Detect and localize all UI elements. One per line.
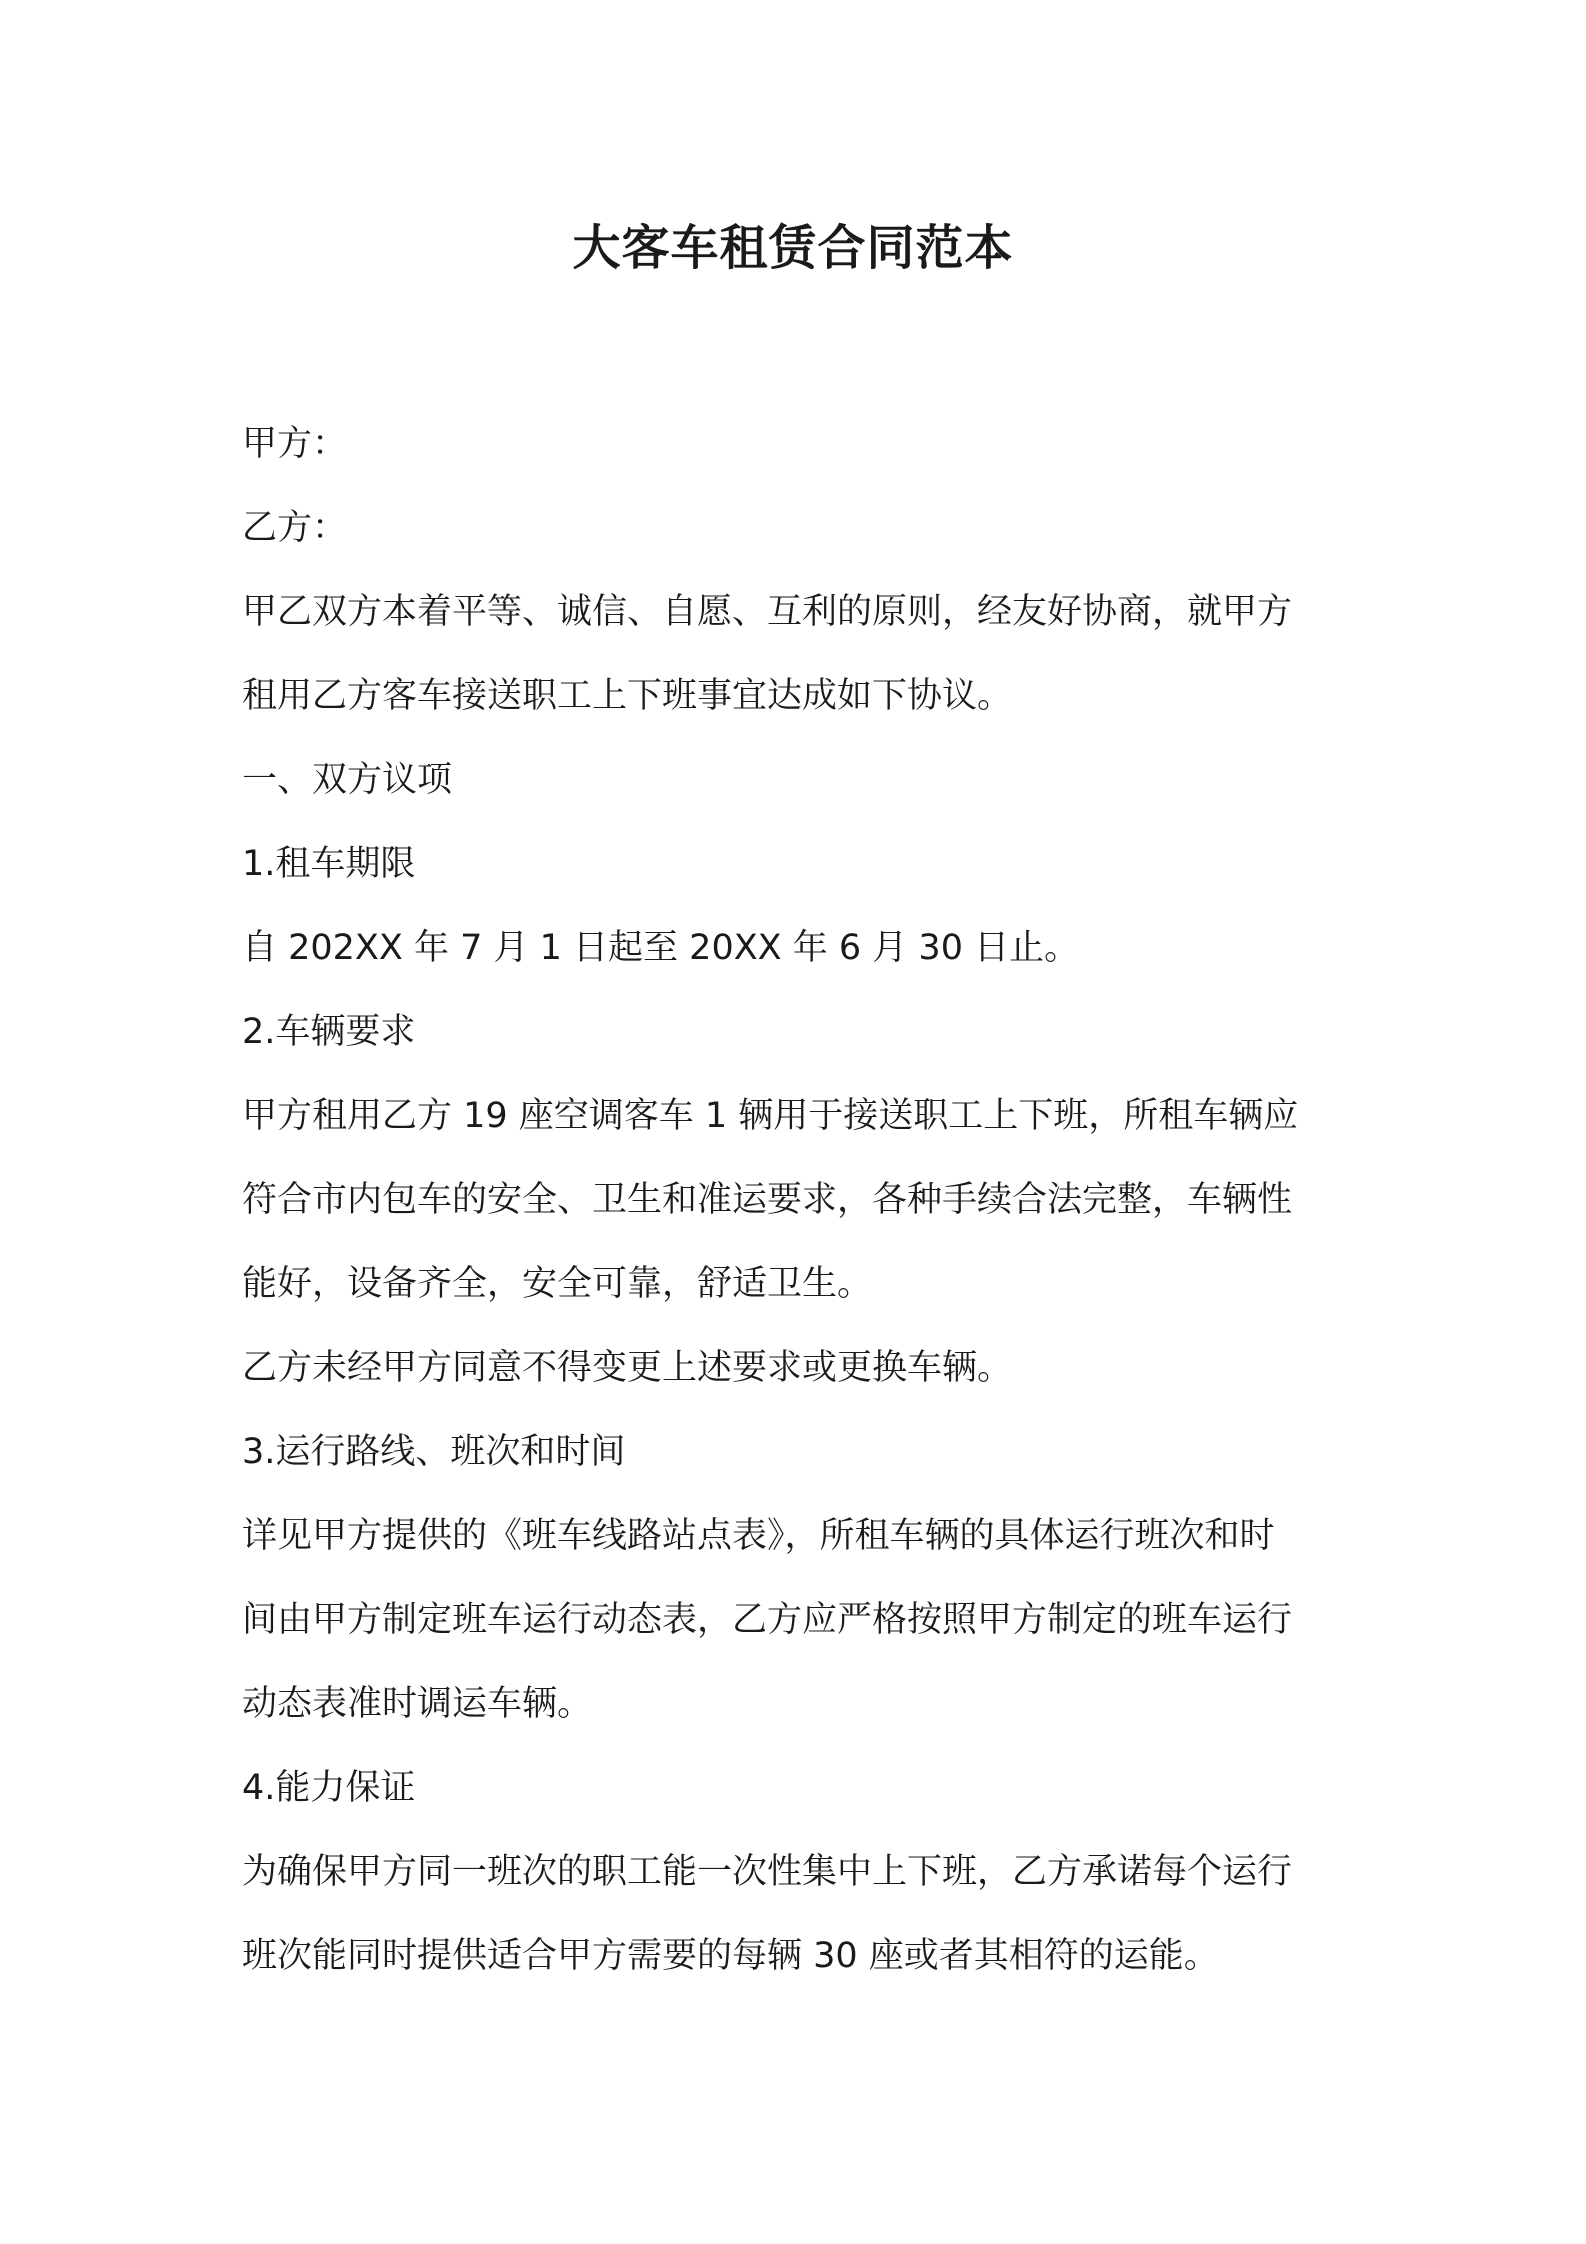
clause-text-route-3: 动态表准时调运车辆。 bbox=[242, 1684, 593, 1724]
clause-text-vehicle-3: 能好，设备齐全，安全可靠，舒适卫生。 bbox=[242, 1264, 873, 1304]
clause-heading-term: 1.租车期限 bbox=[242, 844, 416, 884]
intro-line-1: 甲乙双方本着平等、诚信、自愿、互利的原则，经友好协商，就甲方 bbox=[242, 592, 1293, 632]
document-body bbox=[242, 402, 1352, 1998]
party-a-line: 甲方： bbox=[242, 424, 348, 464]
clause-text-vehicle-4: 乙方未经甲方同意不得变更上述要求或更换车辆。 bbox=[242, 1348, 1013, 1388]
intro-line-2: 租用乙方客车接送职工上下班事宜达成如下协议。 bbox=[242, 676, 1013, 716]
clause-text-route-2: 间由甲方制定班车运行动态表，乙方应严格按照甲方制定的班车运行 bbox=[242, 1600, 1293, 1640]
clause-heading-capacity: 4.能力保证 bbox=[242, 1768, 416, 1808]
clause-text-route-1: 详见甲方提供的《班车线路站点表》，所租车辆的具体运行班次和时 bbox=[242, 1516, 1275, 1556]
clause-text-capacity-2: 班次能同时提供适合甲方需要的每辆 30 座或者其相符的运能。 bbox=[242, 1936, 1219, 1976]
section-heading-1: 一、双方议项 bbox=[242, 760, 453, 800]
clause-heading-vehicle: 2.车辆要求 bbox=[242, 1012, 416, 1052]
clause-text-term: 自 202XX 年 7 月 1 日起至 20XX 年 6 月 30 日止。 bbox=[242, 928, 1080, 968]
clause-text-capacity-1: 为确保甲方同一班次的职工能一次性集中上下班，乙方承诺每个运行 bbox=[242, 1852, 1293, 1892]
clause-text-vehicle-1: 甲方租用乙方 19 座空调客车 1 辆用于接送职工上下班，所租车辆应 bbox=[242, 1096, 1299, 1136]
clause-text-vehicle-2: 符合市内包车的安全、卫生和准运要求，各种手续合法完整，车辆性 bbox=[242, 1180, 1293, 1220]
document-title: 大客车租赁合同范本 bbox=[572, 220, 1014, 276]
party-b-line: 乙方： bbox=[242, 508, 348, 548]
clause-heading-route: 3.运行路线、班次和时间 bbox=[242, 1432, 626, 1472]
